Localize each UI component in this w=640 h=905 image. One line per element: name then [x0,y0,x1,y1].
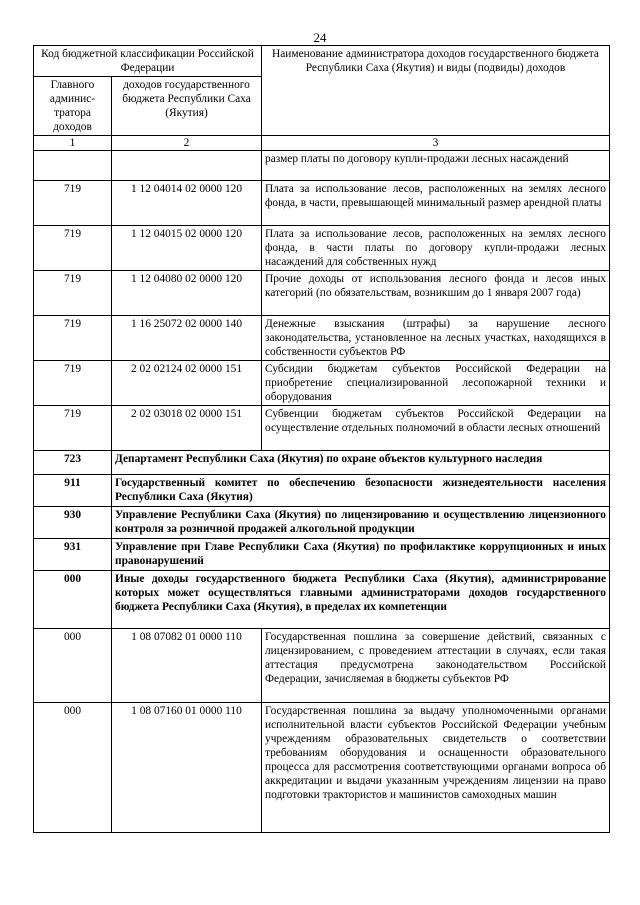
header-income-code: доходов государственного бюджета Республики Саха (Якутия) [112,77,262,136]
income-description-cell: Плата за использование лесов, расположенных на землях лесного фонда, в части платы по договору купли-продажи лесных насаждений для собственных нужд [262,226,610,271]
income-description-cell: Государственная пошлина за выдачу уполномоченными органами исполнительной власти субъектов Российской Федерации учебным учреждениям образовательных свидетельств о соответствии требованиям оборудования и оснащенности образовательного процесса для рассмотрения соответствующими органами вопроса об аккредитации и выдачи указанным учреждениям лицензии на право подготовки трактористов и машинистов самоходных машин [262,703,610,833]
table-row [34,406,610,451]
department-row-911 [34,475,610,507]
income-code-cell: 1 12 04080 02 0000 120 [112,271,262,316]
department-row-723 [34,451,610,475]
admin-code-cell: 719 [34,271,112,316]
header-group-title: Код бюджетной классификации Российской Федерации [34,46,262,77]
income-description-cell: Плата за использование лесов, расположенных на землях лесного фонда, в части, превышающей минимальный размер арендной платы [262,181,610,226]
income-code-cell: 1 12 04014 02 0000 120 [112,181,262,226]
column-number-1: 1 [34,136,112,151]
income-description-cell: Государственная пошлина за совершение действий, связанных с лицензированием, с проведением аттестации в случаях, если такая аттестация предусмотрена законодательством Российской Федерации, зачисляемая в бюджеты субъектов РФ [262,629,610,703]
department-admin-code: 000 [34,571,112,629]
income-code-cell: 1 16 25072 02 0000 140 [112,316,262,361]
department-admin-code: 930 [34,507,112,539]
admin-code-cell [34,151,112,181]
table-row [34,151,610,181]
income-code-cell [112,151,262,181]
department-admin-code: 911 [34,475,112,507]
department-name: Департамент Республики Саха (Якутия) по охране объектов культурного наследия [112,451,610,475]
column-number-2: 2 [112,136,262,151]
admin-code-cell: 000 [34,629,112,703]
department-name: Управление при Главе Республики Саха (Якутия) по профилактике коррупционных и иных правонарушений [112,539,610,571]
income-description-cell: Денежные взыскания (штрафы) за нарушение лесного законодательства, установленное на лесных участках, находящихся в собственности субъектов РФ [262,316,610,361]
admin-code-cell: 719 [34,181,112,226]
header-main-administrator: Главного админис-тратора доходов [34,77,112,136]
income-code-cell: 1 08 07160 01 0000 110 [112,703,262,833]
income-description-cell: Субвенции бюджетам субъектов Российской Федерации на осуществление отдельных полномочий в области лесных отношений [262,406,610,451]
budget-classification-table [33,45,610,833]
table-row [34,316,610,361]
department-name: Государственный комитет по обеспечению безопасности жизнедеятельности населения Республики Саха (Якутия) [112,475,610,507]
income-description-cell: Прочие доходы от использования лесного фонда и лесов иных категорий (по обязательствам, возникшим до 1 января 2007 года) [262,271,610,316]
header-administrator-name: Наименование администратора доходов государственного бюджета Республики Саха (Якутия) и виды (подвиды) доходов [262,46,610,136]
income-description-cell: размер платы по договору купли-продажи лесных насаждений [262,151,610,181]
income-code-cell: 1 12 04015 02 0000 120 [112,226,262,271]
table-row [34,226,610,271]
admin-code-cell: 719 [34,361,112,406]
admin-code-cell: 719 [34,316,112,361]
income-code-cell: 2 02 03018 02 0000 151 [112,406,262,451]
income-description-cell: Субсидии бюджетам субъектов Российской Федерации на приобретение специализированной лесопожарной техники и оборудования [262,361,610,406]
department-admin-code: 931 [34,539,112,571]
column-number-3: 3 [262,136,610,151]
table-row [34,271,610,316]
department-admin-code: 723 [34,451,112,475]
department-row-931 [34,539,610,571]
department-row-930 [34,507,610,539]
department-name: Управление Республики Саха (Якутия) по лицензированию и осуществлению лицензионного контроля за розничной продажей алкогольной продукции [112,507,610,539]
table-row [34,181,610,226]
income-code-cell: 2 02 02124 02 0000 151 [112,361,262,406]
department-row-000 [34,571,610,629]
admin-code-cell: 719 [34,226,112,271]
table-row [34,361,610,406]
department-name: Иные доходы государственного бюджета Республики Саха (Якутия), администрирование которых может осуществляться главными администраторами доходов государственного бюджета Республики Саха (Якутия), в пределах их компетенции [112,571,610,629]
table-row [34,703,610,833]
admin-code-cell: 719 [34,406,112,451]
table-row [34,629,610,703]
page-number: 24 [313,30,327,45]
admin-code-cell: 000 [34,703,112,833]
income-code-cell: 1 08 07082 01 0000 110 [112,629,262,703]
